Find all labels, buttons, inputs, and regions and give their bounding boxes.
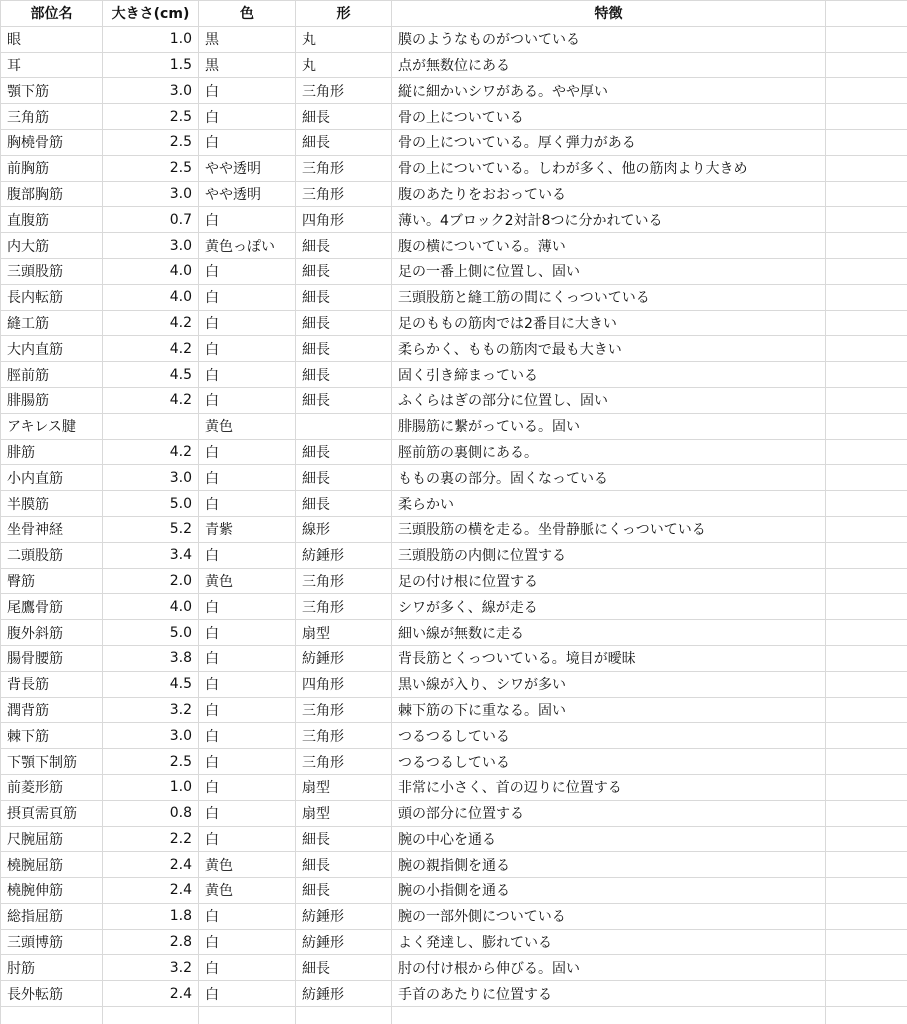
cell-empty[interactable]	[826, 826, 907, 852]
cell-color[interactable]: 黄色	[199, 852, 296, 878]
cell-size[interactable]: 2.4	[103, 981, 199, 1007]
cell-size[interactable]: 2.8	[103, 929, 199, 955]
cell-shape[interactable]: 細長	[296, 258, 392, 284]
cell-size[interactable]: 4.2	[103, 439, 199, 465]
table-row	[1, 439, 907, 465]
cell-size[interactable]: 3.0	[103, 181, 199, 207]
cell-empty[interactable]	[826, 52, 907, 78]
cell-color[interactable]: 白	[199, 981, 296, 1007]
cell-size[interactable]: 4.0	[103, 284, 199, 310]
table-row	[1, 620, 907, 646]
cell-features[interactable]: 肘の付け根から伸びる。固い	[392, 955, 826, 981]
cell-features[interactable]: 固く引き締まっている	[392, 362, 826, 388]
cell-empty[interactable]	[826, 955, 907, 981]
cell-shape[interactable]: 三角形	[296, 568, 392, 594]
cell-name[interactable]: 長内転筋	[1, 284, 103, 310]
cell-color[interactable]: 白	[199, 491, 296, 517]
cell-features[interactable]: 三頭股筋と縫工筋の間にくっついている	[392, 284, 826, 310]
cell-shape[interactable]: 細長	[296, 310, 392, 336]
cell-color[interactable]: 白	[199, 465, 296, 491]
table-row	[1, 800, 907, 826]
cell-empty[interactable]	[826, 800, 907, 826]
cell-name[interactable]: 臀筋	[1, 568, 103, 594]
cell-features[interactable]: 縦に細かいシワがある。やや厚い	[392, 78, 826, 104]
cell-empty[interactable]	[826, 903, 907, 929]
cell-size[interactable]: 2.0	[103, 568, 199, 594]
cell-features[interactable]: 背長筋とくっついている。境目が曖昧	[392, 645, 826, 671]
cell-size[interactable]: 2.5	[103, 104, 199, 130]
cell-empty[interactable]	[826, 413, 907, 439]
cell-shape[interactable]: 四角形	[296, 671, 392, 697]
cell-size[interactable]: 4.5	[103, 671, 199, 697]
cell-size[interactable]: 4.5	[103, 362, 199, 388]
cell-empty[interactable]	[826, 645, 907, 671]
cell-color[interactable]: 白	[199, 258, 296, 284]
cell-empty[interactable]	[826, 620, 907, 646]
cell-color[interactable]: やや透明	[199, 181, 296, 207]
cell-name[interactable]: 三頭股筋	[1, 258, 103, 284]
cell-shape[interactable]: 紡錘形	[296, 981, 392, 1007]
cell-features[interactable]: 足の付け根に位置する	[392, 568, 826, 594]
cell-shape[interactable]: 線形	[296, 516, 392, 542]
cell-empty[interactable]	[826, 465, 907, 491]
cell-features[interactable]: 足の一番上側に位置し、固い	[392, 258, 826, 284]
cell-shape[interactable]: 細長	[296, 878, 392, 904]
header-features[interactable]: 特徴	[392, 1, 826, 27]
cell-shape[interactable]: 細長	[296, 955, 392, 981]
table-row	[1, 26, 907, 52]
cell-shape[interactable]: 丸	[296, 52, 392, 78]
cell-shape[interactable]: 三角形	[296, 78, 392, 104]
cell-name[interactable]: 橈腕伸筋	[1, 878, 103, 904]
cell-shape[interactable]: 細長	[296, 491, 392, 517]
cell-features[interactable]: 膜のようなものがついている	[392, 26, 826, 52]
cell-features[interactable]: 三頭股筋の横を走る。坐骨静脈にくっついている	[392, 516, 826, 542]
cell-features[interactable]: 三頭股筋の内側に位置する	[392, 542, 826, 568]
table-row	[1, 78, 907, 104]
table-row	[1, 723, 907, 749]
cell-empty[interactable]	[296, 1007, 392, 1024]
cell-empty[interactable]	[826, 594, 907, 620]
table-row	[1, 852, 907, 878]
cell-size[interactable]: 2.2	[103, 826, 199, 852]
cell-color[interactable]: 白	[199, 749, 296, 775]
cell-name[interactable]: 腹部胸筋	[1, 181, 103, 207]
cell-name[interactable]: 脛前筋	[1, 362, 103, 388]
cell-empty[interactable]	[826, 878, 907, 904]
cell-features[interactable]: 腕の小指側を通る	[392, 878, 826, 904]
cell-name[interactable]: 肘筋	[1, 955, 103, 981]
cell-empty[interactable]	[826, 387, 907, 413]
header-size[interactable]: 大きさ(cm)	[103, 1, 199, 27]
cell-features[interactable]: 腕の中心を通る	[392, 826, 826, 852]
cell-color[interactable]: 白	[199, 774, 296, 800]
cell-shape[interactable]: 細長	[296, 362, 392, 388]
cell-empty[interactable]	[826, 929, 907, 955]
cell-empty[interactable]	[826, 439, 907, 465]
cell-features[interactable]: 柔らかい	[392, 491, 826, 517]
table-row	[1, 336, 907, 362]
cell-shape[interactable]: 三角形	[296, 749, 392, 775]
cell-shape[interactable]	[296, 413, 392, 439]
cell-empty[interactable]	[199, 1007, 296, 1024]
cell-size[interactable]: 4.2	[103, 336, 199, 362]
cell-empty[interactable]	[826, 516, 907, 542]
cell-size[interactable]: 0.7	[103, 207, 199, 233]
cell-name[interactable]: 直腹筋	[1, 207, 103, 233]
cell-color[interactable]: 白	[199, 284, 296, 310]
table-row	[1, 826, 907, 852]
table-row	[1, 491, 907, 517]
table-row	[1, 645, 907, 671]
cell-color[interactable]: 黒	[199, 26, 296, 52]
cell-size[interactable]: 0.8	[103, 800, 199, 826]
cell-features[interactable]: よく発達し、膨れている	[392, 929, 826, 955]
cell-size[interactable]: 3.8	[103, 645, 199, 671]
cell-size[interactable]: 2.5	[103, 129, 199, 155]
cell-color[interactable]: 白	[199, 362, 296, 388]
table-row	[1, 929, 907, 955]
cell-empty[interactable]	[826, 181, 907, 207]
cell-features[interactable]: 点が無数位にある	[392, 52, 826, 78]
cell-size[interactable]: 3.4	[103, 542, 199, 568]
cell-features[interactable]: 頭の部分に位置する	[392, 800, 826, 826]
cell-color[interactable]: 白	[199, 104, 296, 130]
cell-empty[interactable]	[826, 104, 907, 130]
table-row	[1, 52, 907, 78]
cell-name[interactable]: 摂頁需頁筋	[1, 800, 103, 826]
table-row	[1, 671, 907, 697]
cell-name[interactable]: 半膜筋	[1, 491, 103, 517]
table-row	[1, 568, 907, 594]
table-row	[1, 104, 907, 130]
table-row	[1, 362, 907, 388]
cell-name[interactable]: 三角筋	[1, 104, 103, 130]
cell-color[interactable]: 黄色っぽい	[199, 233, 296, 259]
cell-empty[interactable]	[826, 78, 907, 104]
cell-empty[interactable]	[392, 1007, 826, 1024]
cell-name[interactable]: 前胸筋	[1, 155, 103, 181]
cell-shape[interactable]: 細長	[296, 852, 392, 878]
cell-empty[interactable]	[826, 258, 907, 284]
table-row	[1, 903, 907, 929]
table-row	[1, 465, 907, 491]
cell-features[interactable]: 非常に小さく、首の辺りに位置する	[392, 774, 826, 800]
cell-size[interactable]: 1.0	[103, 26, 199, 52]
table-row	[1, 181, 907, 207]
cell-shape[interactable]: 扇型	[296, 774, 392, 800]
cell-color[interactable]: やや透明	[199, 155, 296, 181]
header-color[interactable]: 色	[199, 1, 296, 27]
table-row	[1, 749, 907, 775]
cell-name[interactable]: 尺腕屈筋	[1, 826, 103, 852]
cell-size[interactable]: 1.8	[103, 903, 199, 929]
cell-features[interactable]: 腹の横についている。薄い	[392, 233, 826, 259]
cell-size[interactable]: 5.0	[103, 491, 199, 517]
cell-name[interactable]: 前菱形筋	[1, 774, 103, 800]
cell-name[interactable]: 腹外斜筋	[1, 620, 103, 646]
cell-color[interactable]: 白	[199, 929, 296, 955]
cell-empty[interactable]	[826, 568, 907, 594]
cell-color[interactable]: 青紫	[199, 516, 296, 542]
cell-name[interactable]: 大内直筋	[1, 336, 103, 362]
cell-name[interactable]: 腓腸筋	[1, 387, 103, 413]
table-row	[1, 955, 907, 981]
cell-empty[interactable]	[826, 284, 907, 310]
cell-features[interactable]: シワが多く、線が走る	[392, 594, 826, 620]
cell-empty[interactable]	[826, 542, 907, 568]
cell-name[interactable]: 総指屈筋	[1, 903, 103, 929]
cell-color[interactable]: 黄色	[199, 878, 296, 904]
cell-name[interactable]: 尾鷹骨筋	[1, 594, 103, 620]
cell-shape[interactable]: 細長	[296, 387, 392, 413]
cell-features[interactable]: 手首のあたりに位置する	[392, 981, 826, 1007]
header-row	[1, 1, 907, 27]
header-empty[interactable]	[826, 1, 907, 27]
cell-empty[interactable]	[826, 981, 907, 1007]
cell-size[interactable]: 4.2	[103, 310, 199, 336]
cell-features[interactable]: 脛前筋の裏側にある。	[392, 439, 826, 465]
cell-shape[interactable]: 紡錘形	[296, 645, 392, 671]
cell-name[interactable]: 下顎下制筋	[1, 749, 103, 775]
cell-features[interactable]: 細い線が無数に走る	[392, 620, 826, 646]
cell-size[interactable]: 3.2	[103, 697, 199, 723]
cell-shape[interactable]: 三角形	[296, 594, 392, 620]
cell-name[interactable]: 縫工筋	[1, 310, 103, 336]
table-row	[1, 310, 907, 336]
table-row	[1, 981, 907, 1007]
cell-size[interactable]: 2.5	[103, 749, 199, 775]
cell-color[interactable]: 白	[199, 336, 296, 362]
cell-empty[interactable]	[826, 491, 907, 517]
cell-size[interactable]: 3.0	[103, 78, 199, 104]
cell-name[interactable]: 内大筋	[1, 233, 103, 259]
cell-name[interactable]: 棘下筋	[1, 723, 103, 749]
cell-color[interactable]: 白	[199, 697, 296, 723]
cell-empty[interactable]	[826, 362, 907, 388]
cell-color[interactable]: 白	[199, 826, 296, 852]
table-row	[1, 413, 907, 439]
cell-shape[interactable]: 細長	[296, 104, 392, 130]
cell-shape[interactable]: 細長	[296, 826, 392, 852]
cell-name[interactable]: 二頭股筋	[1, 542, 103, 568]
cell-empty[interactable]	[826, 207, 907, 233]
table-row	[1, 129, 907, 155]
cell-name[interactable]: アキレス腱	[1, 413, 103, 439]
cell-color[interactable]: 白	[199, 78, 296, 104]
cell-size[interactable]: 1.0	[103, 774, 199, 800]
cell-size[interactable]: 4.0	[103, 258, 199, 284]
cell-shape[interactable]: 三角形	[296, 155, 392, 181]
cell-shape[interactable]: 細長	[296, 439, 392, 465]
table-row	[1, 387, 907, 413]
cell-empty[interactable]	[826, 336, 907, 362]
cell-features[interactable]: 骨の上についている	[392, 104, 826, 130]
cell-color[interactable]: 白	[199, 723, 296, 749]
cell-empty[interactable]	[103, 1007, 199, 1024]
cell-name[interactable]: 背長筋	[1, 671, 103, 697]
cell-shape[interactable]: 三角形	[296, 697, 392, 723]
cell-features[interactable]: 黒い線が入り、シワが多い	[392, 671, 826, 697]
cell-shape[interactable]: 細長	[296, 465, 392, 491]
cell-size[interactable]: 5.0	[103, 620, 199, 646]
cell-color[interactable]: 白	[199, 594, 296, 620]
table-row	[1, 233, 907, 259]
cell-shape[interactable]: 細長	[296, 233, 392, 259]
table-row	[1, 516, 907, 542]
table-body	[1, 26, 907, 1024]
cell-name[interactable]: 腓筋	[1, 439, 103, 465]
cell-features[interactable]: 腕の親指側を通る	[392, 852, 826, 878]
cell-features[interactable]: 腓腸筋に繋がっている。固い	[392, 413, 826, 439]
cell-empty[interactable]	[826, 155, 907, 181]
cell-features[interactable]: 柔らかく、ももの筋肉で最も大きい	[392, 336, 826, 362]
table-row-empty	[1, 1007, 907, 1024]
cell-features[interactable]: ももの裏の部分。固くなっている	[392, 465, 826, 491]
cell-shape[interactable]: 細長	[296, 284, 392, 310]
cell-color[interactable]: 白	[199, 620, 296, 646]
cell-empty[interactable]	[826, 723, 907, 749]
cell-color[interactable]: 黄色	[199, 413, 296, 439]
cell-empty[interactable]	[826, 233, 907, 259]
cell-features[interactable]: 腕の一部外側についている	[392, 903, 826, 929]
cell-shape[interactable]: 四角形	[296, 207, 392, 233]
cell-color[interactable]: 黒	[199, 52, 296, 78]
header-shape[interactable]: 形	[296, 1, 392, 27]
cell-color[interactable]: 白	[199, 439, 296, 465]
cell-features[interactable]: ふくらはぎの部分に位置し、固い	[392, 387, 826, 413]
cell-features[interactable]: 腹のあたりをおおっている	[392, 181, 826, 207]
cell-color[interactable]: 白	[199, 310, 296, 336]
cell-name[interactable]: 坐骨神経	[1, 516, 103, 542]
cell-color[interactable]: 黄色	[199, 568, 296, 594]
cell-features[interactable]: つるつるしている	[392, 723, 826, 749]
cell-name[interactable]: 耳	[1, 52, 103, 78]
cell-color[interactable]: 白	[199, 955, 296, 981]
cell-size[interactable]: 3.2	[103, 955, 199, 981]
cell-shape[interactable]: 扇型	[296, 800, 392, 826]
cell-size[interactable]: 2.5	[103, 155, 199, 181]
cell-shape[interactable]: 細長	[296, 129, 392, 155]
cell-size[interactable]: 3.0	[103, 723, 199, 749]
cell-size[interactable]: 4.0	[103, 594, 199, 620]
table-row	[1, 207, 907, 233]
table-row	[1, 774, 907, 800]
table-row	[1, 542, 907, 568]
cell-features[interactable]: 骨の上についている。しわが多く、他の筋肉より大きめ	[392, 155, 826, 181]
cell-empty[interactable]	[826, 1007, 907, 1024]
cell-color[interactable]: 白	[199, 671, 296, 697]
cell-empty[interactable]	[826, 129, 907, 155]
cell-color[interactable]: 白	[199, 207, 296, 233]
cell-color[interactable]: 白	[199, 129, 296, 155]
cell-features[interactable]: つるつるしている	[392, 749, 826, 775]
cell-name[interactable]: 三頭博筋	[1, 929, 103, 955]
cell-size[interactable]: 1.5	[103, 52, 199, 78]
cell-color[interactable]: 白	[199, 800, 296, 826]
cell-empty[interactable]	[826, 697, 907, 723]
cell-features[interactable]: 骨の上についている。厚く弾力がある	[392, 129, 826, 155]
cell-shape[interactable]: 扇型	[296, 620, 392, 646]
header-name[interactable]: 部位名	[1, 1, 103, 27]
cell-empty[interactable]	[826, 310, 907, 336]
cell-shape[interactable]: 三角形	[296, 723, 392, 749]
cell-name[interactable]: 胸橈骨筋	[1, 129, 103, 155]
cell-empty[interactable]	[826, 774, 907, 800]
cell-color[interactable]: 白	[199, 387, 296, 413]
cell-name[interactable]: 腸骨腰筋	[1, 645, 103, 671]
table-row	[1, 697, 907, 723]
cell-shape[interactable]: 丸	[296, 26, 392, 52]
cell-empty[interactable]	[826, 671, 907, 697]
cell-empty[interactable]	[826, 852, 907, 878]
cell-color[interactable]: 白	[199, 903, 296, 929]
cell-features[interactable]: 棘下筋の下に重なる。固い	[392, 697, 826, 723]
cell-color[interactable]: 白	[199, 542, 296, 568]
cell-empty[interactable]	[826, 749, 907, 775]
cell-features[interactable]: 足のももの筋肉では2番目に大きい	[392, 310, 826, 336]
cell-size[interactable]: 5.2	[103, 516, 199, 542]
cell-name[interactable]: 長外転筋	[1, 981, 103, 1007]
cell-shape[interactable]: 紡錘形	[296, 929, 392, 955]
table-row	[1, 594, 907, 620]
cell-size[interactable]: 3.0	[103, 465, 199, 491]
cell-name[interactable]: 橈腕屈筋	[1, 852, 103, 878]
cell-size[interactable]: 2.4	[103, 852, 199, 878]
cell-shape[interactable]: 紡錘形	[296, 903, 392, 929]
cell-size[interactable]	[103, 413, 199, 439]
table-row	[1, 258, 907, 284]
cell-name[interactable]: 小内直筋	[1, 465, 103, 491]
table-row	[1, 878, 907, 904]
cell-name[interactable]: 潤背筋	[1, 697, 103, 723]
cell-size[interactable]: 2.4	[103, 878, 199, 904]
table-row	[1, 284, 907, 310]
cell-shape[interactable]: 紡錘形	[296, 542, 392, 568]
cell-empty[interactable]	[826, 26, 907, 52]
cell-empty[interactable]	[1, 1007, 103, 1024]
cell-features[interactable]: 薄い。4ブロック2対計8つに分かれている	[392, 207, 826, 233]
cell-name[interactable]: 眼	[1, 26, 103, 52]
cell-size[interactable]: 3.0	[103, 233, 199, 259]
table-row	[1, 155, 907, 181]
cell-name[interactable]: 顎下筋	[1, 78, 103, 104]
cell-color[interactable]: 白	[199, 645, 296, 671]
cell-shape[interactable]: 細長	[296, 336, 392, 362]
cell-shape[interactable]: 三角形	[296, 181, 392, 207]
cell-size[interactable]: 4.2	[103, 387, 199, 413]
